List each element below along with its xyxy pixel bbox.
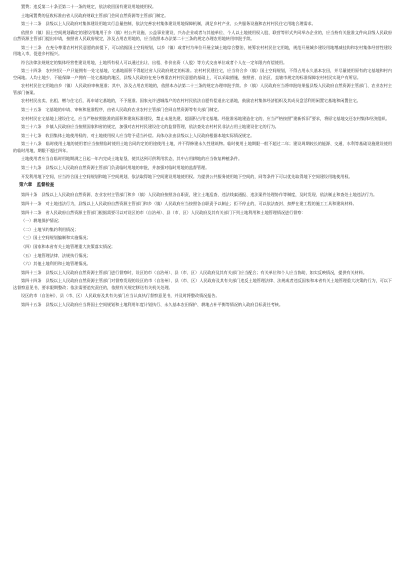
article-paragraph: 土地闲置费的征收标准由省人民政府财政主管部门会同自然资源等主管部门制定。 [21, 12, 169, 18]
article-paragraph: 符合法律法规规定的集体经营性建设用地，土地所有权人可以通过出让、出租、作价出资（入股）等方式交由单位或者个人在一定年限内有偿使用。 [21, 59, 288, 65]
article-paragraph: 土地使用者应当自临时用地期满之日起一年内完成土地复垦，使其达到可供利用状态，其中占用耕地的应当恢复种植条件。 [21, 156, 243, 162]
article-paragraph: 农村村民住宅用地由乡（镇）人民政府审核批准；其中，涉及占用农用地的，依照本办法第二十三条的规定办理审批手续。乡（镇）人民政府应当将审批结果报县级人民政府自然资源主管部门、农业农村主管部门备案。 [13, 83, 392, 95]
article-paragraph: 第四十三条 县级以上人民政府自然资源主管部门进行督察时，设区的市（自治州）、县（市、区）人民政府及其有关部门应当配合；有关单位和个人应当协助，如实反映情况，提供有关材料。 [21, 269, 367, 275]
article-paragraph: 设区的市（自治州）、县（市、区）人民政府及其有关部门应当认真执行督察意见书，并及时将整改情况报告。 [21, 293, 220, 299]
article-paragraph: 第四十二条 省人民政府自然资源主管部门根据需要可以对设区的市（自治州）、县（市、区）人民政府及其有关部门下列土地利用和土地管理情况进行督察： [21, 209, 306, 215]
section-middle [13, 192, 392, 216]
article-paragraph: 第三十四条 农村村民一户只能拥有一处宅基地，宅基地面积不得超过省人民政府规定的标准。农村村民建住宅，应当符合乡（镇）国土空间规划，不得占用永久基本农田，并尽量使用原有的宅基地和村内空闲地。人均土地少、不能保障一户拥有一处宅基地的地区，县级人民政府在充分尊重农村村民意愿的基础上，可以采取措施，按照省、自治区、直辖市规定的标准保障农村村民实现户有所居。 [13, 68, 392, 80]
article-paragraph: 第三十五条 宅基地的申请、审核和批准程序，由省人民政府农业农村主管部门会同自然资源等有关部门制定。 [21, 106, 222, 112]
article-paragraph: 开发利用地下空间，应当符合国土空间规划和地下空间规划，依法取得地下空间建设用地使用权。为提供公共服务使用地下空间的，同等条件下可以优先取得地下空间建设用地使用权。 [21, 173, 353, 179]
article-paragraph: 第三十二条 县级以上人民政府对集体建设用地实行总量控制，依法完善农村集体建设用地保障机制，满足乡村产业、公共服务设施和农村村民住宅用地合理需求。 [21, 21, 316, 27]
chapter-title: 第六章 监督检查 [19, 182, 55, 188]
article-paragraph: 第三十七条 收回集体土地使用权的，对土地使用权人应当给予适当补偿。具体办法由县级以上人民政府根据本地实际情况规定。 [21, 132, 255, 138]
article-paragraph: 农村村民在宅基地上建设住宅，应当严格按照批准的面积和建筑标准建设，禁止未批先建、超面积占用宅基地。经批准易地建造住宅的，应当严格按照“建新拆旧”要求，将原宅基地交还农村集体经济组织。 [21, 115, 390, 121]
list-item: （六）其他土地利用和土地管理情况。 [21, 261, 91, 267]
article-paragraph: 依照乡（镇）国土空间规划确定的建设用地用于乡（镇）村公共设施、公益事业建设，兴办企业或者与其他单位、个人以土地使用权入股、联营等形式共同举办企业的，应当持有关批准文件向县级人民政府自然资源主管部门提出申请，按照省人民政府规定，涉及占用农用地的，应当依照本办法第二十三条的规定办理农用地转用审批手续。 [13, 29, 392, 42]
section-top [13, 4, 392, 180]
article-paragraph: 第四十五条 县级以上人民政府应当将国土空间规划和土地利用年度计划执行、永久基本农田保护、耕地占补平衡等情况纳入政府目标责任考核。 [21, 301, 283, 307]
article-paragraph: 第三十三条 在充分尊重农村村民意愿的前提下，可以依据国土空间规划，以乡（镇）或者村为单位开展全域土地综合整治，统筹农村村民住宅用地，规范开展城乡建设用地增减挂钩和农村集体经营性建设用地入市，促进乡村振兴。 [13, 44, 392, 57]
enumerated-list [13, 218, 392, 267]
article-paragraph: 第四十四条 县级以上人民政府自然资源主管部门对督察发现的设区的市（自治州）、县（市、区）人民政府及其有关部门违反土地管理法律、法规或者违反国家和本省有关土地管理重大决策的行为，可以下达督察意见书，要求限期整改；依法需要追究责任的，依照有关规定移送有关机关处理。 [13, 278, 392, 290]
article-paragraph: 第三十六条 乡镇人民政府应当按照国家和省的规定，加强对农村村民建设住宅的监督管理，依法查处农村村民非法占用土地建设住宅的行为。 [21, 124, 279, 130]
list-item: （四）国家和本省有关土地管理重大决策落实情况； [21, 243, 116, 249]
article-paragraph: 第四十一条 对土地违法行为，县级以上人民政府自然资源主管部门和乡（镇）人民政府应当按照各自职责予以制止；拒不停止的，可以依法查封、扣押在建工程的施工工具和建筑材料。 [21, 200, 357, 206]
article-paragraph: 第四十条 县级以上人民政府自然资源、农业农村主管部门和乡（镇）人民政府按照各自职责，建立土地巡查、违法线索通报、违法案件处理协作等制度，及时发现、依法制止和查处土地违法行为。 [21, 192, 378, 198]
article-paragraph: 第三十八条 临时使用土地的使用者应当按照临时使用土地合同约定的用途使用土地，并不得修建永久性建筑物。临时使用土地期限一般不超过二年；建设周期较长的能源、交通、水利等基础设施建设使用的临时用地，期限不超过四年。 [13, 141, 392, 153]
article-paragraph: 农村村民出卖、出租、赠与住宅后，再申请宅基地的，不予批准。国家允许进城落户的农村村民依法自愿有偿退出宅基地，鼓励农村集体经济组织及其成员盘活利用闲置宅基地和闲置住宅。 [21, 98, 361, 104]
article-paragraph: 第三十九条 县级以上人民政府自然资源主管部门负责临时用地的审批，并加强对临时用地的监督管理。 [21, 164, 210, 170]
section-bottom [13, 270, 392, 309]
list-item: （二）土地节约集约利用情况； [21, 226, 79, 232]
article-paragraph: 置费；违反第二十条至第二十一条的规定，依法收回国有建设用地使用权。 [21, 4, 157, 9]
list-item: （一）耕地保护情况； [21, 218, 62, 224]
list-item: （三）国土空间规划编制和实施情况； [21, 235, 91, 241]
list-item: （五）土地管理法律、法规执行情况； [21, 252, 91, 258]
